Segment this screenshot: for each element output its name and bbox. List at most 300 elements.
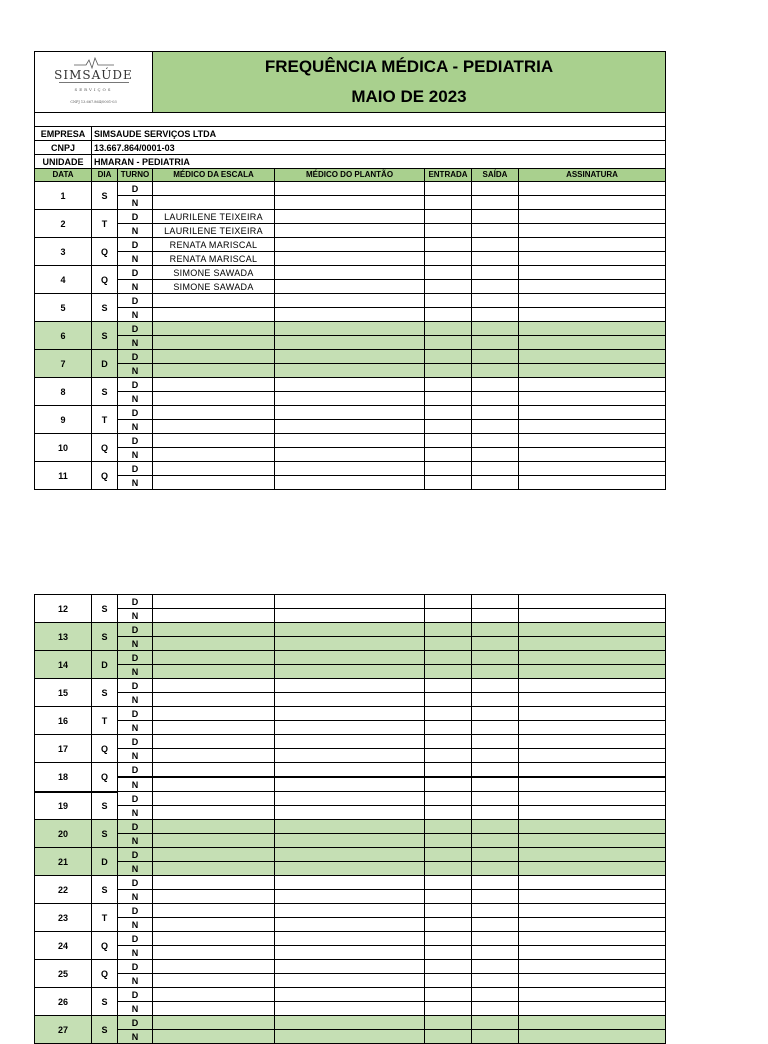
entry-time-cell[interactable] bbox=[425, 1002, 472, 1016]
exit-time-cell[interactable] bbox=[472, 820, 519, 834]
entry-time-cell[interactable] bbox=[425, 693, 472, 707]
exit-time-cell[interactable] bbox=[472, 392, 519, 406]
signature-cell[interactable] bbox=[519, 834, 666, 848]
exit-time-cell[interactable] bbox=[472, 834, 519, 848]
exit-time-cell[interactable] bbox=[472, 623, 519, 637]
entry-time-cell[interactable] bbox=[425, 848, 472, 862]
entry-time-cell[interactable] bbox=[425, 707, 472, 721]
on-duty-doctor-cell[interactable] bbox=[275, 224, 425, 238]
on-duty-doctor-cell[interactable] bbox=[275, 196, 425, 210]
entry-time-cell[interactable] bbox=[425, 336, 472, 350]
weekday-cell: S bbox=[92, 378, 118, 406]
signature-cell[interactable] bbox=[519, 693, 666, 707]
col-header-dia: DIA bbox=[92, 169, 118, 182]
exit-time-cell[interactable] bbox=[472, 322, 519, 336]
scheduled-doctor-cell bbox=[153, 763, 275, 778]
signature-cell[interactable] bbox=[519, 182, 666, 196]
exit-time-cell[interactable] bbox=[472, 280, 519, 294]
entry-time-cell[interactable] bbox=[425, 721, 472, 735]
scheduled-doctor-cell: RENATA MARISCAL bbox=[153, 238, 275, 252]
entry-time-cell[interactable] bbox=[425, 462, 472, 476]
on-duty-doctor-cell[interactable] bbox=[275, 1002, 425, 1016]
on-duty-doctor-cell[interactable] bbox=[275, 637, 425, 651]
signature-cell[interactable] bbox=[519, 763, 666, 778]
shift-cell: D bbox=[118, 238, 153, 252]
entry-time-cell[interactable] bbox=[425, 1016, 472, 1030]
scheduled-doctor-cell bbox=[153, 434, 275, 448]
date-cell: 1 bbox=[35, 182, 92, 210]
on-duty-doctor-cell[interactable] bbox=[275, 1030, 425, 1044]
signature-cell[interactable] bbox=[519, 595, 666, 609]
on-duty-doctor-cell[interactable] bbox=[275, 266, 425, 280]
logo-subtitle: SERVIÇOS bbox=[74, 86, 113, 92]
signature-cell[interactable] bbox=[519, 350, 666, 364]
exit-time-cell[interactable] bbox=[472, 876, 519, 890]
table-row bbox=[35, 637, 666, 651]
signature-cell[interactable] bbox=[519, 932, 666, 946]
on-duty-doctor-cell[interactable] bbox=[275, 946, 425, 960]
entry-time-cell[interactable] bbox=[425, 196, 472, 210]
scheduled-doctor-cell bbox=[153, 848, 275, 862]
on-duty-doctor-cell[interactable] bbox=[275, 378, 425, 392]
on-duty-doctor-cell[interactable] bbox=[275, 280, 425, 294]
exit-time-cell[interactable] bbox=[472, 336, 519, 350]
weekday-cell: Q bbox=[92, 238, 118, 266]
signature-cell[interactable] bbox=[519, 960, 666, 974]
exit-time-cell[interactable] bbox=[472, 749, 519, 763]
exit-time-cell[interactable] bbox=[472, 364, 519, 378]
table-row bbox=[35, 960, 666, 974]
entry-time-cell[interactable] bbox=[425, 266, 472, 280]
entry-time-cell[interactable] bbox=[425, 595, 472, 609]
exit-time-cell[interactable] bbox=[472, 693, 519, 707]
on-duty-doctor-cell[interactable] bbox=[275, 792, 425, 806]
exit-time-cell[interactable] bbox=[472, 946, 519, 960]
signature-cell[interactable] bbox=[519, 364, 666, 378]
signature-cell[interactable] bbox=[519, 308, 666, 322]
entry-time-cell[interactable] bbox=[425, 651, 472, 665]
exit-time-cell[interactable] bbox=[472, 763, 519, 778]
date-cell: 14 bbox=[35, 651, 92, 679]
scheduled-doctor-cell bbox=[153, 918, 275, 932]
entry-time-cell[interactable] bbox=[425, 476, 472, 490]
signature-cell[interactable] bbox=[519, 224, 666, 238]
entry-time-cell[interactable] bbox=[425, 420, 472, 434]
signature-cell[interactable] bbox=[519, 1002, 666, 1016]
signature-cell[interactable] bbox=[519, 918, 666, 932]
scheduled-doctor-cell bbox=[153, 777, 275, 792]
entry-time-cell[interactable] bbox=[425, 665, 472, 679]
entry-time-cell[interactable] bbox=[425, 862, 472, 876]
table-row bbox=[35, 693, 666, 707]
table-row bbox=[35, 932, 666, 946]
signature-cell[interactable] bbox=[519, 862, 666, 876]
on-duty-doctor-cell[interactable] bbox=[275, 1016, 425, 1030]
scheduled-doctor-cell bbox=[153, 749, 275, 763]
on-duty-doctor-cell[interactable] bbox=[275, 721, 425, 735]
signature-cell[interactable] bbox=[519, 448, 666, 462]
table-row bbox=[35, 1016, 666, 1030]
entry-time-cell[interactable] bbox=[425, 434, 472, 448]
table-row bbox=[35, 834, 666, 848]
on-duty-doctor-cell[interactable] bbox=[275, 777, 425, 792]
exit-time-cell[interactable] bbox=[472, 862, 519, 876]
shift-cell: D bbox=[118, 378, 153, 392]
exit-time-cell[interactable] bbox=[472, 462, 519, 476]
scheduled-doctor-cell bbox=[153, 1002, 275, 1016]
weekday-cell: Q bbox=[92, 960, 118, 988]
on-duty-doctor-cell[interactable] bbox=[275, 876, 425, 890]
signature-cell[interactable] bbox=[519, 637, 666, 651]
entry-time-cell[interactable] bbox=[425, 806, 472, 820]
signature-cell[interactable] bbox=[519, 462, 666, 476]
on-duty-doctor-cell[interactable] bbox=[275, 932, 425, 946]
on-duty-doctor-cell[interactable] bbox=[275, 350, 425, 364]
signature-cell[interactable] bbox=[519, 434, 666, 448]
exit-time-cell[interactable] bbox=[472, 707, 519, 721]
exit-time-cell[interactable] bbox=[472, 196, 519, 210]
exit-time-cell[interactable] bbox=[472, 266, 519, 280]
signature-cell[interactable] bbox=[519, 735, 666, 749]
on-duty-doctor-cell[interactable] bbox=[275, 476, 425, 490]
entry-time-cell[interactable] bbox=[425, 224, 472, 238]
exit-time-cell[interactable] bbox=[472, 904, 519, 918]
scheduled-doctor-cell bbox=[153, 707, 275, 721]
entry-time-cell[interactable] bbox=[425, 749, 472, 763]
on-duty-doctor-cell[interactable] bbox=[275, 918, 425, 932]
table-row bbox=[35, 322, 666, 336]
signature-cell[interactable] bbox=[519, 749, 666, 763]
entry-time-cell[interactable] bbox=[425, 238, 472, 252]
exit-time-cell[interactable] bbox=[472, 294, 519, 308]
exit-time-cell[interactable] bbox=[472, 210, 519, 224]
exit-time-cell[interactable] bbox=[472, 651, 519, 665]
scheduled-doctor-cell bbox=[153, 406, 275, 420]
entry-time-cell[interactable] bbox=[425, 322, 472, 336]
on-duty-doctor-cell[interactable] bbox=[275, 693, 425, 707]
signature-cell[interactable] bbox=[519, 1016, 666, 1030]
scheduled-doctor-cell bbox=[153, 890, 275, 904]
entry-time-cell[interactable] bbox=[425, 637, 472, 651]
entry-time-cell[interactable] bbox=[425, 876, 472, 890]
on-duty-doctor-cell[interactable] bbox=[275, 434, 425, 448]
entry-time-cell[interactable] bbox=[425, 904, 472, 918]
entry-time-cell[interactable] bbox=[425, 210, 472, 224]
table-row bbox=[35, 862, 666, 876]
shift-cell: N bbox=[118, 1002, 153, 1016]
spacer-row bbox=[35, 113, 666, 127]
date-cell: 5 bbox=[35, 294, 92, 322]
date-cell: 4 bbox=[35, 266, 92, 294]
on-duty-doctor-cell[interactable] bbox=[275, 252, 425, 266]
on-duty-doctor-cell[interactable] bbox=[275, 294, 425, 308]
signature-cell[interactable] bbox=[519, 266, 666, 280]
on-duty-doctor-cell[interactable] bbox=[275, 749, 425, 763]
on-duty-doctor-cell[interactable] bbox=[275, 890, 425, 904]
exit-time-cell[interactable] bbox=[472, 988, 519, 1002]
signature-cell[interactable] bbox=[519, 988, 666, 1002]
exit-time-cell[interactable] bbox=[472, 182, 519, 196]
shift-cell: N bbox=[118, 637, 153, 651]
entry-time-cell[interactable] bbox=[425, 252, 472, 266]
on-duty-doctor-cell[interactable] bbox=[275, 806, 425, 820]
signature-cell[interactable] bbox=[519, 974, 666, 988]
exit-time-cell[interactable] bbox=[472, 609, 519, 623]
exit-time-cell[interactable] bbox=[472, 679, 519, 693]
col-header-medico-escala: MÉDICO DA ESCALA bbox=[153, 169, 275, 182]
on-duty-doctor-cell[interactable] bbox=[275, 763, 425, 778]
entry-time-cell[interactable] bbox=[425, 988, 472, 1002]
exit-time-cell[interactable] bbox=[472, 350, 519, 364]
scheduled-doctor-cell: SIMONE SAWADA bbox=[153, 266, 275, 280]
entry-time-cell[interactable] bbox=[425, 392, 472, 406]
shift-cell: D bbox=[118, 904, 153, 918]
exit-time-cell[interactable] bbox=[472, 1002, 519, 1016]
signature-cell[interactable] bbox=[519, 665, 666, 679]
shift-cell: N bbox=[118, 448, 153, 462]
table-row bbox=[35, 749, 666, 763]
exit-time-cell[interactable] bbox=[472, 308, 519, 322]
shift-cell: D bbox=[118, 266, 153, 280]
exit-time-cell[interactable] bbox=[472, 637, 519, 651]
entry-time-cell[interactable] bbox=[425, 350, 472, 364]
scheduled-doctor-cell bbox=[153, 609, 275, 623]
weekday-cell: T bbox=[92, 210, 118, 238]
exit-time-cell[interactable] bbox=[472, 665, 519, 679]
on-duty-doctor-cell[interactable] bbox=[275, 182, 425, 196]
exit-time-cell[interactable] bbox=[472, 406, 519, 420]
scheduled-doctor-cell bbox=[153, 735, 275, 749]
signature-cell[interactable] bbox=[519, 280, 666, 294]
signature-cell[interactable] bbox=[519, 210, 666, 224]
exit-time-cell[interactable] bbox=[472, 595, 519, 609]
table-row bbox=[35, 848, 666, 862]
entry-time-cell[interactable] bbox=[425, 777, 472, 792]
on-duty-doctor-cell[interactable] bbox=[275, 707, 425, 721]
table-row bbox=[35, 876, 666, 890]
entry-time-cell[interactable] bbox=[425, 679, 472, 693]
signature-cell[interactable] bbox=[519, 946, 666, 960]
exit-time-cell[interactable] bbox=[472, 735, 519, 749]
info-value-empresa: SIMSAUDE SERVIÇOS LTDA bbox=[92, 127, 666, 141]
on-duty-doctor-cell[interactable] bbox=[275, 988, 425, 1002]
date-cell: 8 bbox=[35, 378, 92, 406]
scheduled-doctor-cell bbox=[153, 665, 275, 679]
on-duty-doctor-cell[interactable] bbox=[275, 308, 425, 322]
on-duty-doctor-cell[interactable] bbox=[275, 820, 425, 834]
on-duty-doctor-cell[interactable] bbox=[275, 651, 425, 665]
logo-cnpj: CNPJ 13.667.864/0001-03 bbox=[70, 99, 117, 104]
exit-time-cell[interactable] bbox=[472, 777, 519, 792]
exit-time-cell[interactable] bbox=[472, 721, 519, 735]
on-duty-doctor-cell[interactable] bbox=[275, 448, 425, 462]
exit-time-cell[interactable] bbox=[472, 1016, 519, 1030]
entry-time-cell[interactable] bbox=[425, 378, 472, 392]
signature-cell[interactable] bbox=[519, 820, 666, 834]
on-duty-doctor-cell[interactable] bbox=[275, 238, 425, 252]
on-duty-doctor-cell[interactable] bbox=[275, 406, 425, 420]
on-duty-doctor-cell[interactable] bbox=[275, 735, 425, 749]
entry-time-cell[interactable] bbox=[425, 294, 472, 308]
on-duty-doctor-cell[interactable] bbox=[275, 904, 425, 918]
signature-cell[interactable] bbox=[519, 392, 666, 406]
on-duty-doctor-cell[interactable] bbox=[275, 974, 425, 988]
table-row bbox=[35, 462, 666, 476]
exit-time-cell[interactable] bbox=[472, 378, 519, 392]
signature-cell[interactable] bbox=[519, 806, 666, 820]
entry-time-cell[interactable] bbox=[425, 406, 472, 420]
entry-time-cell[interactable] bbox=[425, 308, 472, 322]
signature-cell[interactable] bbox=[519, 651, 666, 665]
table-row bbox=[35, 918, 666, 932]
table-row bbox=[35, 350, 666, 364]
entry-time-cell[interactable] bbox=[425, 280, 472, 294]
exit-time-cell[interactable] bbox=[472, 960, 519, 974]
signature-cell[interactable] bbox=[519, 890, 666, 904]
shift-cell: N bbox=[118, 665, 153, 679]
entry-time-cell[interactable] bbox=[425, 735, 472, 749]
info-value-unidade: HMARAN - PEDIATRIA bbox=[92, 155, 666, 169]
signature-cell[interactable] bbox=[519, 196, 666, 210]
entry-time-cell[interactable] bbox=[425, 763, 472, 778]
on-duty-doctor-cell[interactable] bbox=[275, 595, 425, 609]
on-duty-doctor-cell[interactable] bbox=[275, 462, 425, 476]
exit-time-cell[interactable] bbox=[472, 918, 519, 932]
table-row bbox=[35, 224, 666, 238]
entry-time-cell[interactable] bbox=[425, 918, 472, 932]
on-duty-doctor-cell[interactable] bbox=[275, 862, 425, 876]
scheduled-doctor-cell bbox=[153, 721, 275, 735]
date-cell: 27 bbox=[35, 1016, 92, 1044]
signature-cell[interactable] bbox=[519, 252, 666, 266]
scheduled-doctor-cell bbox=[153, 651, 275, 665]
entry-time-cell[interactable] bbox=[425, 932, 472, 946]
scheduled-doctor-cell bbox=[153, 904, 275, 918]
exit-time-cell[interactable] bbox=[472, 1030, 519, 1044]
shift-cell: D bbox=[118, 623, 153, 637]
entry-time-cell[interactable] bbox=[425, 890, 472, 904]
on-duty-doctor-cell[interactable] bbox=[275, 609, 425, 623]
signature-cell[interactable] bbox=[519, 904, 666, 918]
exit-time-cell[interactable] bbox=[472, 932, 519, 946]
weekday-cell: Q bbox=[92, 266, 118, 294]
shift-cell: N bbox=[118, 392, 153, 406]
shift-cell: D bbox=[118, 960, 153, 974]
table-row bbox=[35, 196, 666, 210]
table-row bbox=[35, 609, 666, 623]
exit-time-cell[interactable] bbox=[472, 890, 519, 904]
exit-time-cell[interactable] bbox=[472, 806, 519, 820]
signature-cell[interactable] bbox=[519, 679, 666, 693]
weekday-cell: S bbox=[92, 322, 118, 350]
date-cell: 16 bbox=[35, 707, 92, 735]
signature-cell[interactable] bbox=[519, 420, 666, 434]
scheduled-doctor-cell bbox=[153, 637, 275, 651]
entry-time-cell[interactable] bbox=[425, 792, 472, 806]
scheduled-doctor-cell bbox=[153, 932, 275, 946]
entry-time-cell[interactable] bbox=[425, 834, 472, 848]
shift-cell: D bbox=[118, 735, 153, 749]
on-duty-doctor-cell[interactable] bbox=[275, 834, 425, 848]
col-header-medico-plantao: MÉDICO DO PLANTÃO bbox=[275, 169, 425, 182]
signature-cell[interactable] bbox=[519, 322, 666, 336]
signature-cell[interactable] bbox=[519, 609, 666, 623]
exit-time-cell[interactable] bbox=[472, 224, 519, 238]
entry-time-cell[interactable] bbox=[425, 623, 472, 637]
on-duty-doctor-cell[interactable] bbox=[275, 210, 425, 224]
exit-time-cell[interactable] bbox=[472, 252, 519, 266]
sheet-title bbox=[153, 52, 666, 113]
signature-cell[interactable] bbox=[519, 378, 666, 392]
signature-cell[interactable] bbox=[519, 721, 666, 735]
info-label-empresa: EMPRESA bbox=[35, 127, 92, 141]
entry-time-cell[interactable] bbox=[425, 182, 472, 196]
signature-cell[interactable] bbox=[519, 336, 666, 350]
on-duty-doctor-cell[interactable] bbox=[275, 322, 425, 336]
signature-cell[interactable] bbox=[519, 406, 666, 420]
on-duty-doctor-cell[interactable] bbox=[275, 665, 425, 679]
on-duty-doctor-cell[interactable] bbox=[275, 848, 425, 862]
signature-cell[interactable] bbox=[519, 476, 666, 490]
scheduled-doctor-cell bbox=[153, 336, 275, 350]
signature-cell[interactable] bbox=[519, 707, 666, 721]
on-duty-doctor-cell[interactable] bbox=[275, 392, 425, 406]
exit-time-cell[interactable] bbox=[472, 448, 519, 462]
info-label-cnpj: CNPJ bbox=[35, 141, 92, 155]
entry-time-cell[interactable] bbox=[425, 1030, 472, 1044]
entry-time-cell[interactable] bbox=[425, 364, 472, 378]
shift-cell: D bbox=[118, 876, 153, 890]
signature-cell[interactable] bbox=[519, 1030, 666, 1044]
on-duty-doctor-cell[interactable] bbox=[275, 623, 425, 637]
on-duty-doctor-cell[interactable] bbox=[275, 960, 425, 974]
exit-time-cell[interactable] bbox=[472, 434, 519, 448]
signature-cell[interactable] bbox=[519, 777, 666, 792]
exit-time-cell[interactable] bbox=[472, 420, 519, 434]
entry-time-cell[interactable] bbox=[425, 946, 472, 960]
exit-time-cell[interactable] bbox=[472, 476, 519, 490]
exit-time-cell[interactable] bbox=[472, 238, 519, 252]
company-logo bbox=[35, 52, 153, 113]
on-duty-doctor-cell[interactable] bbox=[275, 364, 425, 378]
weekday-cell: T bbox=[92, 707, 118, 735]
signature-cell[interactable] bbox=[519, 294, 666, 308]
weekday-cell: S bbox=[92, 595, 118, 623]
signature-cell[interactable] bbox=[519, 876, 666, 890]
on-duty-doctor-cell[interactable] bbox=[275, 420, 425, 434]
signature-cell[interactable] bbox=[519, 238, 666, 252]
table-row bbox=[35, 448, 666, 462]
heartbeat-icon bbox=[74, 57, 114, 69]
entry-time-cell[interactable] bbox=[425, 820, 472, 834]
table-row bbox=[35, 651, 666, 665]
exit-time-cell[interactable] bbox=[472, 848, 519, 862]
date-cell: 22 bbox=[35, 876, 92, 904]
on-duty-doctor-cell[interactable] bbox=[275, 336, 425, 350]
shift-cell: N bbox=[118, 946, 153, 960]
entry-time-cell[interactable] bbox=[425, 974, 472, 988]
exit-time-cell[interactable] bbox=[472, 974, 519, 988]
on-duty-doctor-cell[interactable] bbox=[275, 679, 425, 693]
exit-time-cell[interactable] bbox=[472, 792, 519, 806]
scheduled-doctor-cell bbox=[153, 308, 275, 322]
signature-cell[interactable] bbox=[519, 848, 666, 862]
entry-time-cell[interactable] bbox=[425, 960, 472, 974]
entry-time-cell[interactable] bbox=[425, 448, 472, 462]
entry-time-cell[interactable] bbox=[425, 609, 472, 623]
signature-cell[interactable] bbox=[519, 792, 666, 806]
signature-cell[interactable] bbox=[519, 623, 666, 637]
